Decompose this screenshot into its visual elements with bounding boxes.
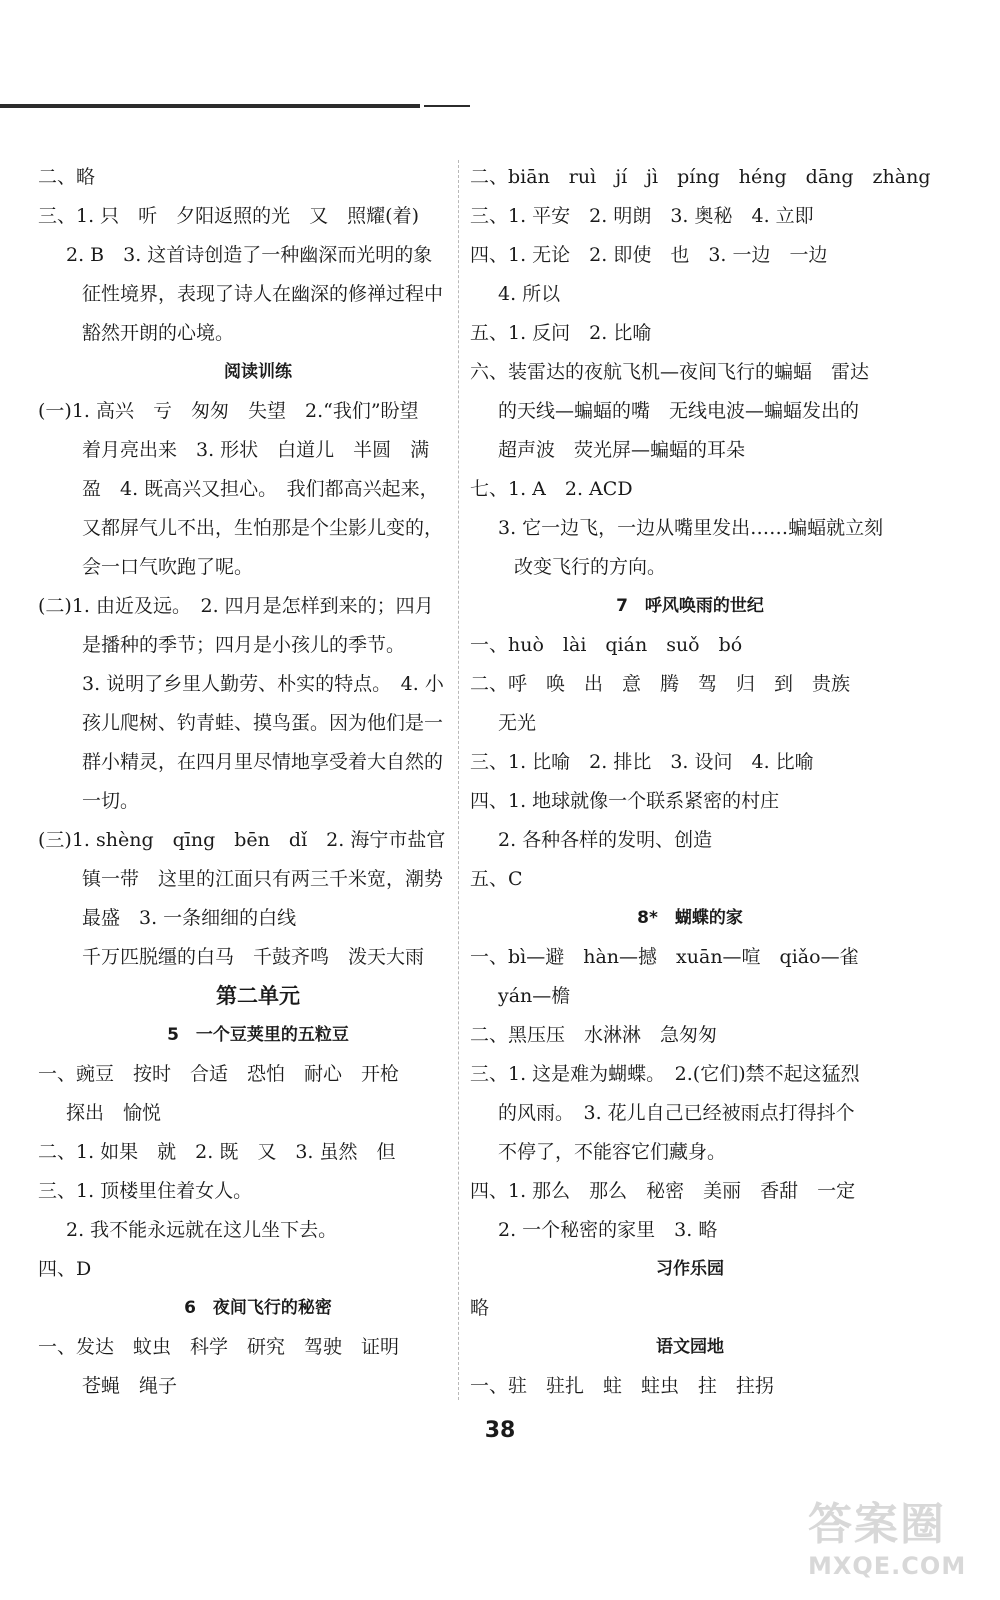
answer-line: 三、1. 比喻 2. 排比 3. 设问 4. 比喻: [470, 751, 814, 773]
answer-line: 3. 说明了乡里人勤劳、朴实的特点。 4. 小: [82, 673, 444, 695]
answer-line: yán—檐: [498, 985, 571, 1007]
answer-line: 一、豌豆 按时 合适 恐怕 耐心 开枪: [38, 1063, 400, 1085]
answer-line: 二、黑压压 水淋淋 急匆匆: [470, 1024, 718, 1046]
answer-line: 二、呼 唤 出 意 腾 驾 归 到 贵族: [470, 673, 851, 695]
answer-line: 三、1. 平安 2. 明朗 3. 奥秘 4. 立即: [470, 205, 814, 227]
answer-line: 最盛 3. 一条细细的白线: [82, 907, 297, 929]
answer-line: 群小精灵，在四月里尽情地享受着大自然的: [82, 751, 444, 773]
answer-line: 镇一带 这里的江面只有两三千米宽，潮势: [82, 868, 444, 890]
section-heading: 8* 蝴蝶的家: [637, 908, 743, 928]
answer-line: 略: [470, 1297, 490, 1319]
answer-line: 一、bì—避 hàn—撼 xuān—喧 qiǎo—雀: [470, 946, 859, 968]
answer-line: 一、驻 驻扎 蛀 蛀虫 拄 拄拐: [470, 1375, 775, 1397]
answer-line: 探出 愉悦: [66, 1102, 162, 1124]
answer-line: 的风雨。 3. 花儿自己已经被雨点打得抖个: [498, 1102, 855, 1124]
answer-line: 四、D: [38, 1258, 92, 1280]
answer-line: 七、1. A 2. ACD: [470, 478, 633, 500]
answer-line: 四、1. 那么 那么 秘密 美丽 香甜 一定: [470, 1180, 856, 1202]
section-heading: 习作乐园: [656, 1259, 724, 1279]
section-heading: 6 夜间飞行的秘密: [184, 1298, 332, 1318]
answer-line: 千万匹脱缰的白马 千鼓齐鸣 泼天大雨: [82, 946, 425, 968]
answer-line: 豁然开朗的心境。: [82, 322, 235, 344]
section-heading: 第二单元: [216, 984, 300, 1008]
watermark: [808, 1488, 988, 1598]
page-number: 38: [484, 1418, 516, 1443]
answer-line: 三、1. 顶楼里住着女人。: [38, 1180, 253, 1202]
answer-line: 是播种的季节；四月是小孩儿的季节。: [82, 634, 406, 656]
answer-line: 着月亮出来 3. 形状 白道儿 半圆 满: [82, 439, 430, 461]
answer-line: 不停了，不能容它们藏身。: [498, 1141, 727, 1163]
answer-line: (二)1. 由近及远。 2. 四月是怎样到来的；四月: [38, 595, 434, 617]
answer-line: 又都屏气儿不出，生怕那是个尘影儿变的，: [82, 517, 444, 539]
answer-line: 3. 它一边飞，一边从嘴里发出……蝙蝠就立刻: [498, 517, 884, 539]
answer-line: 2. 各种各样的发明、创造: [498, 829, 713, 851]
answer-line: 三、1. 只 听 夕阳返照的光 又 照耀(着): [38, 205, 419, 227]
top-rule: [0, 104, 420, 108]
answer-line: 一、huò lài qián suǒ bó: [470, 634, 743, 656]
answer-line: 的天线—蝙蝠的嘴 无线电波—蝙蝠发出的: [498, 400, 860, 422]
answer-line: 六、装雷达的夜航飞机—夜间飞行的蝙蝠 雷达: [470, 361, 870, 383]
answer-line: 苍蝇 绳子: [82, 1375, 178, 1397]
answer-line: 三、1. 这是难为蝴蝶。 2.(它们)禁不起这猛烈: [470, 1063, 860, 1085]
answer-line: 五、1. 反问 2. 比喻: [470, 322, 652, 344]
section-heading: 阅读训练: [224, 362, 292, 382]
answer-line: 无光: [498, 712, 537, 734]
answer-line: 四、1. 地球就像一个联系紧密的村庄: [470, 790, 780, 812]
answer-line: 四、1. 无论 2. 即使 也 3. 一边 一边: [470, 244, 828, 266]
answer-line: 4. 所以: [498, 283, 561, 305]
section-heading: 7 呼风唤雨的世纪: [616, 596, 764, 616]
answer-line: (一)1. 高兴 亏 匆匆 失望 2.“我们”盼望: [38, 400, 419, 422]
answer-line: 孩儿爬树、钓青蛙、摸鸟蛋。因为他们是一: [82, 712, 444, 734]
answer-line: 2. B 3. 这首诗创造了一种幽深而光明的象: [66, 244, 433, 266]
section-heading: 5 一个豆荚里的五粒豆: [167, 1025, 349, 1045]
answer-line: 会一口气吹跑了呢。: [82, 556, 254, 578]
left-column: [38, 158, 478, 1406]
answer-line: 二、biān ruì jí jì píng héng dāng zhàng: [470, 166, 931, 188]
answer-line: 一切。: [82, 790, 140, 812]
answer-line: 2. 我不能永远就在这儿坐下去。: [66, 1219, 338, 1241]
right-column: [470, 158, 931, 1406]
answer-line: 盈 4. 既高兴又担心。 我们都高兴起来，: [82, 478, 439, 500]
answer-line: 2. 一个秘密的家里 3. 略: [498, 1219, 718, 1241]
watermark-logo: 答案圈: [808, 1499, 946, 1550]
section-heading: 语文园地: [656, 1337, 724, 1357]
answer-line: 超声波 荧光屏—蝙蝠的耳朵: [498, 439, 746, 461]
answer-line: 改变飞行的方向。: [514, 556, 667, 578]
answer-line: (三)1. shèng qīng bēn dǐ 2. 海宁市盐官: [38, 829, 446, 851]
top-rule-segment: [424, 105, 470, 107]
answer-line: 一、发达 蚊虫 科学 研究 驾驶 证明: [38, 1336, 400, 1358]
answer-line: 二、略: [38, 166, 96, 188]
answer-line: 五、C: [470, 868, 523, 890]
answer-line: 征性境界，表现了诗人在幽深的修禅过程中: [82, 283, 444, 305]
watermark-url: MXQE.COM: [808, 1552, 967, 1580]
answer-line: 二、1. 如果 就 2. 既 又 3. 虽然 但: [38, 1141, 396, 1163]
